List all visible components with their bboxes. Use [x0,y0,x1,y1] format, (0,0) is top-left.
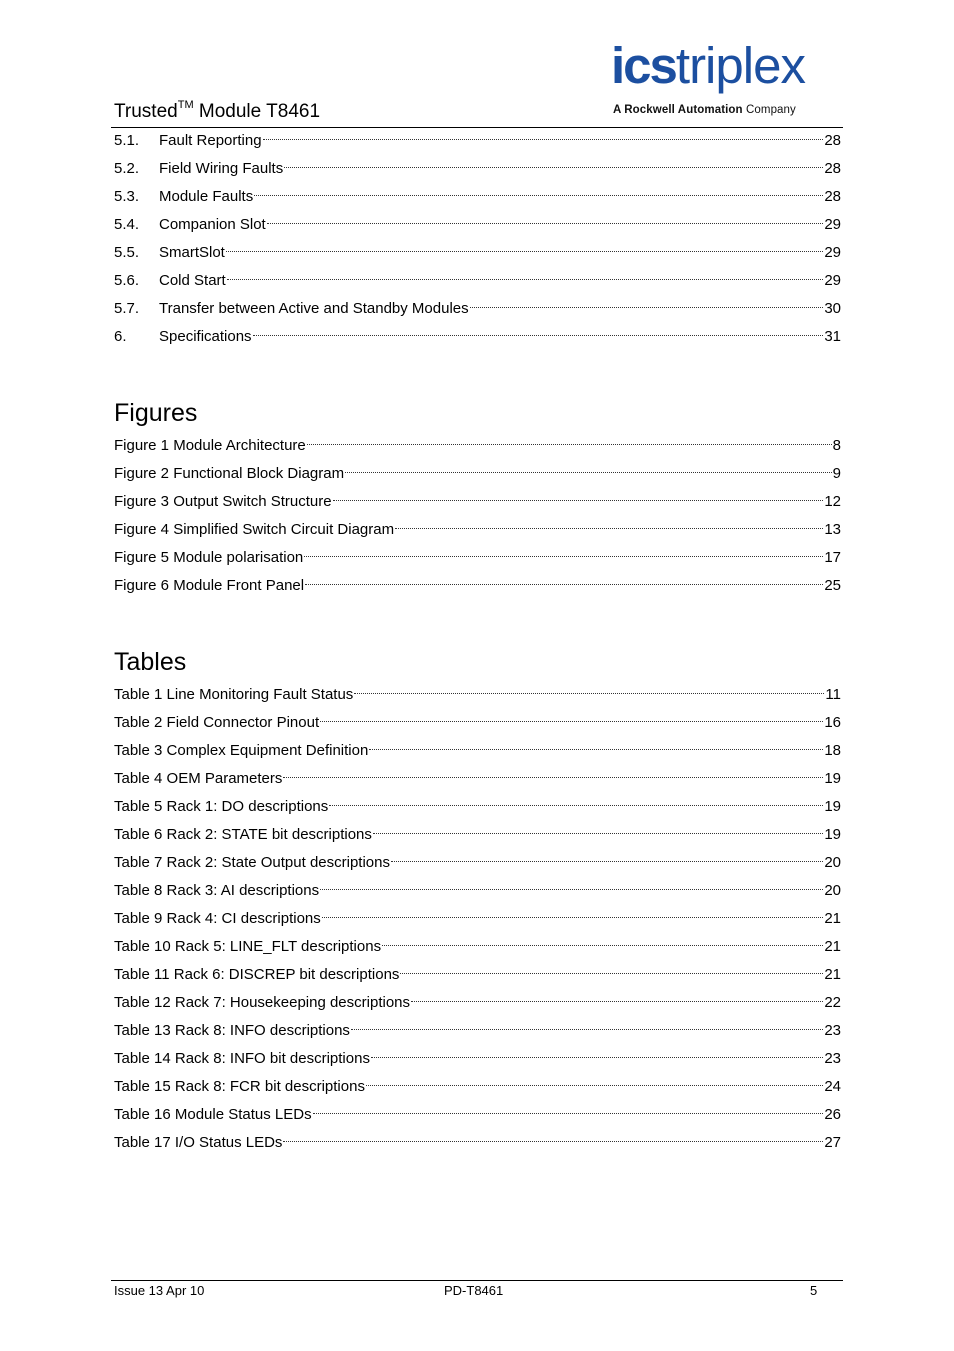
toc-entry-label: Table 11 Rack 6: DISCREP bit descriptions [114,966,400,983]
toc-entry-page: 8 [832,437,841,454]
toc-dot-leader [226,251,823,252]
toc-entry-page: 29 [824,272,841,289]
table-entry[interactable] [114,1129,841,1157]
toc-dot-leader [411,1001,823,1002]
figure-entry[interactable] [114,516,841,544]
toc-entry-label: Figure 2 Functional Block Diagram [114,465,345,482]
toc-entry-page: 21 [824,938,841,955]
toc-entry-label: SmartSlot [159,244,225,261]
logo-wordmark [611,36,805,96]
trademark-superscript: TM [177,99,194,111]
toc-entry-page: 16 [824,714,841,731]
toc-entry-page: 28 [824,132,841,149]
footer-rule [111,1280,843,1281]
toc-entry-page: 28 [824,188,841,205]
table-entry[interactable] [114,737,841,765]
logo-tagline-normal: Company [742,104,796,116]
toc-entry-page: 20 [824,882,841,899]
contents-entry[interactable] [114,127,841,155]
toc-entry-label: Figure 6 Module Front Panel [114,577,305,594]
toc-entry-label: Cold Start [159,272,226,289]
toc-dot-leader [307,444,832,445]
toc-entry-label: Table 2 Field Connector Pinout [114,714,320,731]
toc-entry-number: 5.6. [114,272,140,289]
toc-entry-label: Table 8 Rack 3: AI descriptions [114,882,320,899]
toc-dot-leader [227,279,824,280]
toc-dot-leader [373,833,823,834]
toc-dot-leader [254,195,823,196]
toc-dot-leader [371,1057,823,1058]
toc-dot-leader [366,1085,823,1086]
toc-entry-label: Figure 5 Module polarisation [114,549,304,566]
toc-entry-label: Table 1 Line Monitoring Fault Status [114,686,354,703]
toc-dot-leader [345,472,832,473]
toc-dot-leader [329,805,823,806]
toc-dot-leader [369,749,823,750]
toc-dot-leader [263,139,824,140]
contents-entry[interactable] [114,239,841,267]
toc-entry-label: Table 10 Rack 5: LINE_FLT descriptions [114,938,382,955]
toc-entry-page: 13 [824,521,841,538]
toc-entry-label: Table 17 I/O Status LEDs [114,1134,283,1151]
toc-entry-label: Table 3 Complex Equipment Definition [114,742,369,759]
toc-entry-page: 23 [824,1022,841,1039]
toc-entry-label: Companion Slot [159,216,266,233]
toc-dot-leader [320,889,823,890]
footer-issue: Issue 13 Apr 10 [114,1283,205,1298]
toc-entry-page: 12 [824,493,841,510]
toc-entry-page: 11 [825,686,841,703]
toc-dot-leader [284,167,823,168]
table-entry[interactable] [114,849,841,877]
figure-entry[interactable] [114,488,841,516]
table-entry[interactable] [114,905,841,933]
toc-entry-page: 19 [824,770,841,787]
toc-entry-label: Table 7 Rack 2: State Output descriptions [114,854,390,871]
toc-entry-label: Table 12 Rack 7: Housekeeping descriptions [114,994,411,1011]
table-entry[interactable] [114,709,841,737]
logo-tagline [613,103,796,117]
toc-entry-page: 23 [824,1050,841,1067]
toc-dot-leader [400,973,823,974]
figure-entry[interactable] [114,544,841,572]
toc-entry-page: 29 [824,216,841,233]
table-entry[interactable] [114,989,841,1017]
toc-entry-page: 21 [824,910,841,927]
toc-entry-label: Table 14 Rack 8: INFO bit descriptions [114,1050,370,1067]
toc-entry-page: 17 [824,549,841,566]
toc-entry-page: 31 [824,328,841,345]
logo-brand-bold: ics [611,37,676,94]
toc-entry-page: 30 [824,300,841,317]
toc-entry-number: 5.2. [114,160,140,177]
toc-dot-leader [305,584,823,585]
toc-dot-leader [351,1029,823,1030]
toc-entry-label: Figure 3 Output Switch Structure [114,493,332,510]
table-entry[interactable] [114,1045,841,1073]
toc-entry-label: Transfer between Active and Standby Modules [159,300,469,317]
toc-dot-leader [283,1141,823,1142]
contents-entry[interactable] [114,155,841,183]
toc-entry-page: 9 [832,465,841,482]
toc-dot-leader [395,528,823,529]
toc-entry-number: 5.3. [114,188,140,205]
contents-entry[interactable] [114,267,841,295]
document-title [114,100,320,126]
toc-entry-page: 19 [824,826,841,843]
toc-entry-label: Table 4 OEM Parameters [114,770,283,787]
toc-entry-page: 27 [824,1134,841,1151]
footer-page-number: 5 [810,1283,818,1298]
toc-entry-page: 24 [824,1078,841,1095]
toc-entry-label: Table 6 Rack 2: STATE bit descriptions [114,826,372,843]
toc-dot-leader [333,500,824,501]
toc-dot-leader [320,721,823,722]
toc-entry-label: Table 9 Rack 4: CI descriptions [114,910,321,927]
toc-dot-leader [382,945,823,946]
toc-entry-page: 26 [824,1106,841,1123]
toc-entry-page: 25 [824,577,841,594]
toc-entry-page: 29 [824,244,841,261]
toc-dot-leader [322,917,824,918]
toc-entry-label: Table 5 Rack 1: DO descriptions [114,798,329,815]
table-entry[interactable] [114,793,841,821]
tables-list [114,681,841,1157]
table-entry[interactable] [114,933,841,961]
toc-entry-label: Fault Reporting [159,132,262,149]
title-suffix: Module T8461 [193,101,321,122]
figures-list [114,432,841,600]
toc-entry-label: Figure 4 Simplified Switch Circuit Diagram [114,521,395,538]
figure-entry[interactable] [114,572,841,600]
toc-entry-number: 6. [114,328,127,345]
toc-dot-leader [253,335,824,336]
title-prefix: Trusted [114,101,178,122]
toc-dot-leader [283,777,823,778]
toc-entry-page: 28 [824,160,841,177]
figure-entry[interactable] [114,460,841,488]
contents-entry[interactable] [114,211,841,239]
table-entry[interactable] [114,681,841,709]
table-entry[interactable] [114,1073,841,1101]
toc-entry-label: Field Wiring Faults [159,160,284,177]
toc-entry-label: Module Faults [159,188,254,205]
toc-entry-label: Specifications [159,328,252,345]
contents-list [114,127,841,351]
toc-entry-label: Table 13 Rack 8: INFO descriptions [114,1022,350,1039]
contents-entry[interactable] [114,183,841,211]
figures-heading: Figures [114,399,198,427]
table-entry[interactable] [114,877,841,905]
toc-entry-label: Figure 1 Module Architecture [114,437,306,454]
toc-entry-label: Table 15 Rack 8: FCR bit descriptions [114,1078,365,1095]
ics-triplex-logo [611,37,843,120]
toc-entry-label: Table 16 Module Status LEDs [114,1106,312,1123]
toc-entry-number: 5.4. [114,216,140,233]
toc-entry-number: 5.1. [114,132,140,149]
toc-dot-leader [470,307,824,308]
table-entry[interactable] [114,1017,841,1045]
table-entry[interactable] [114,821,841,849]
contents-entry[interactable] [114,323,841,351]
table-entry[interactable] [114,961,841,989]
toc-entry-number: 5.7. [114,300,140,317]
toc-entry-number: 5.5. [114,244,140,261]
toc-entry-page: 21 [824,966,841,983]
toc-dot-leader [313,1113,824,1114]
toc-entry-page: 18 [824,742,841,759]
toc-dot-leader [267,223,824,224]
toc-entry-page: 20 [824,854,841,871]
toc-dot-leader [304,556,823,557]
toc-entry-page: 22 [824,994,841,1011]
figure-entry[interactable] [114,432,841,460]
toc-entry-page: 19 [824,798,841,815]
toc-dot-leader [391,861,823,862]
footer-doc-id: PD-T8461 [444,1283,504,1298]
contents-entry[interactable] [114,295,841,323]
logo-brand-light: triplex [675,37,805,94]
toc-dot-leader [354,693,824,694]
tables-heading: Tables [114,648,187,676]
logo-tagline-bold: A Rockwell Automation [613,104,743,116]
table-entry[interactable] [114,1101,841,1129]
table-entry[interactable] [114,765,841,793]
